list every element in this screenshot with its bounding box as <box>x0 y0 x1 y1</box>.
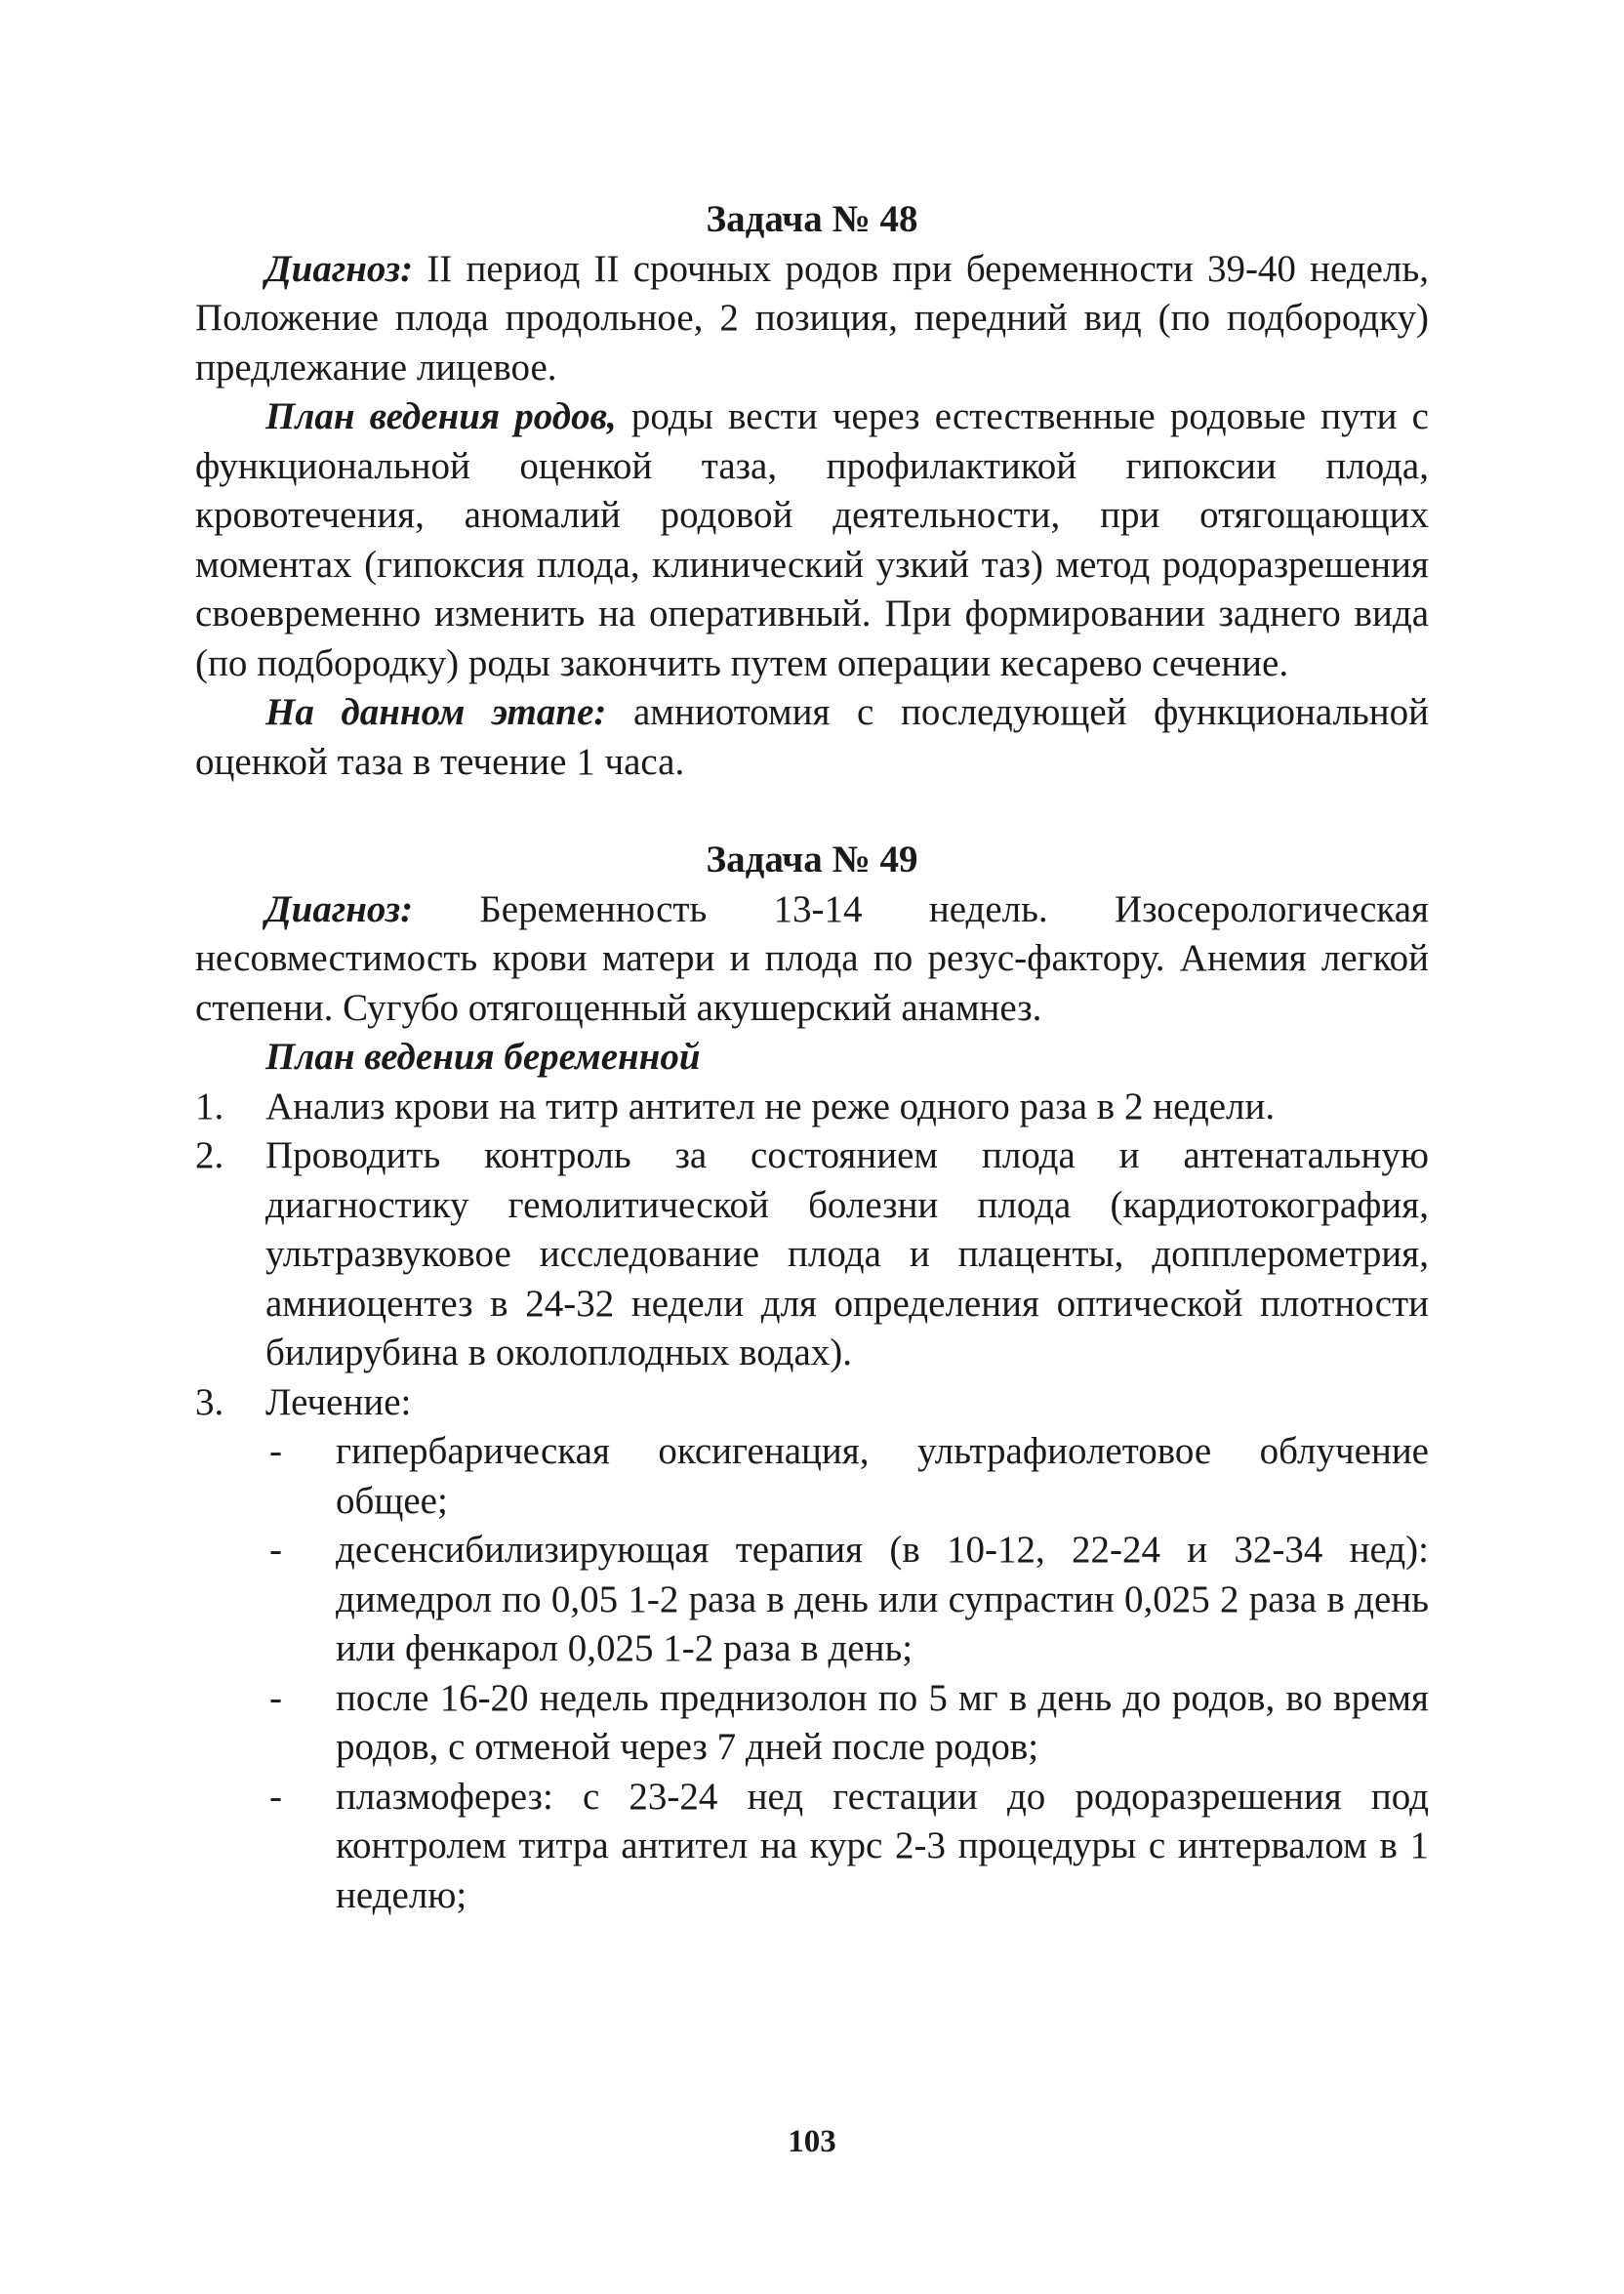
diagnosis-label: Диагноз: <box>265 887 414 930</box>
treatment-item <box>269 1526 1429 1674</box>
list-item-text: Проводить контроль за состоянием плода и антенатальную диагностику гемолитической болезни плода (кардиотокография, ультразвуковое исследование плода и плаценты, допплерометрия, амниоцентез в 24-32 недели для определения оптической плотности билирубина в околоплодных водах). <box>265 1134 1429 1373</box>
task-49-plan-heading: План ведения беременной <box>265 1036 701 1078</box>
treatment-item <box>269 1427 1429 1526</box>
treatment-text: плазмоферез: с 23-24 нед гестации до родоразрешения под контролем титра антител на курс 2-3 процедуры с интервалом в 1 неделю; <box>336 1775 1429 1916</box>
list-item-number: 1. <box>195 1085 224 1127</box>
treatment-text: гипербарическая оксигенация, ультрафиолетовое облучение общее; <box>336 1430 1429 1522</box>
plan-text: роды вести через естественные родовые пути с функциональной оценкой таза, профилактикой гипоксии плода, кровотечения, аномалий родовой деятельности, при отягощающих моментах (гипоксия плода, клинический узкий таз) метод родоразрешения своевременно изменить на оперативный. При формировании заднего вида (по подбородку) роды закончить путем операции кесарево сечение. <box>195 395 1429 684</box>
list-item-number: 2. <box>195 1134 224 1176</box>
list-item-text: Лечение: <box>265 1380 412 1423</box>
page-content <box>195 195 1429 1920</box>
plan-label: План ведения родов, <box>265 395 617 437</box>
list-item <box>195 1378 1429 1921</box>
section-gap <box>195 787 1429 836</box>
page-number: 103 <box>788 2124 836 2159</box>
list-item-text: Анализ крови на титр антител не реже одного раза в 2 недели. <box>265 1085 1276 1127</box>
list-item <box>195 1083 1429 1132</box>
diagnosis-text: II период II срочных родов при беременности 39-40 недель, Положение плода продольное, 2 позиция, передний вид (по подбородку) предлежание лицевое. <box>195 247 1429 389</box>
dash-bullet: - <box>269 1529 282 1571</box>
task-48-diagnosis <box>195 245 1429 393</box>
treatment-item <box>269 1773 1429 1921</box>
plan-list <box>195 1083 1429 1921</box>
dash-bullet: - <box>269 1775 282 1818</box>
stage-text: амниотомия с последующей функциональной оценкой таза в течение 1 часа. <box>195 691 1430 783</box>
list-item-number: 3. <box>195 1380 224 1423</box>
diagnosis-text: Беременность 13-14 недель. Изосерологическая несовместимость крови матери и плода по резус-фактору. Анемия легкой степени. Сугубо отягощенный акушерский анамнез. <box>195 887 1429 1029</box>
dash-bullet: - <box>269 1676 282 1719</box>
task-48-stage <box>195 688 1429 787</box>
treatment-item <box>269 1674 1429 1773</box>
dash-bullet: - <box>269 1430 282 1472</box>
treatment-list <box>269 1427 1429 1920</box>
task-49-diagnosis <box>195 885 1429 1034</box>
task-48-plan <box>195 392 1429 688</box>
list-item <box>195 1131 1429 1378</box>
treatment-text: после 16-20 недель преднизолон по 5 мг в день до родов, во время родов, с отменой через 7 дней после родов; <box>336 1676 1429 1768</box>
task-49-title: Задача № 49 <box>706 839 918 881</box>
treatment-text: десенсибилизирующая терапия (в 10-12, 22-24 и 32-34 нед): димедрол по 0,05 1-2 раза в день или супрастин 0,025 2 раза в день или фенкарол 0,025 1-2 раза в день; <box>336 1529 1429 1669</box>
stage-label: На данном этапе: <box>265 691 607 733</box>
diagnosis-label: Диагноз: <box>265 247 414 290</box>
task-48-title: Задача № 48 <box>706 198 918 240</box>
